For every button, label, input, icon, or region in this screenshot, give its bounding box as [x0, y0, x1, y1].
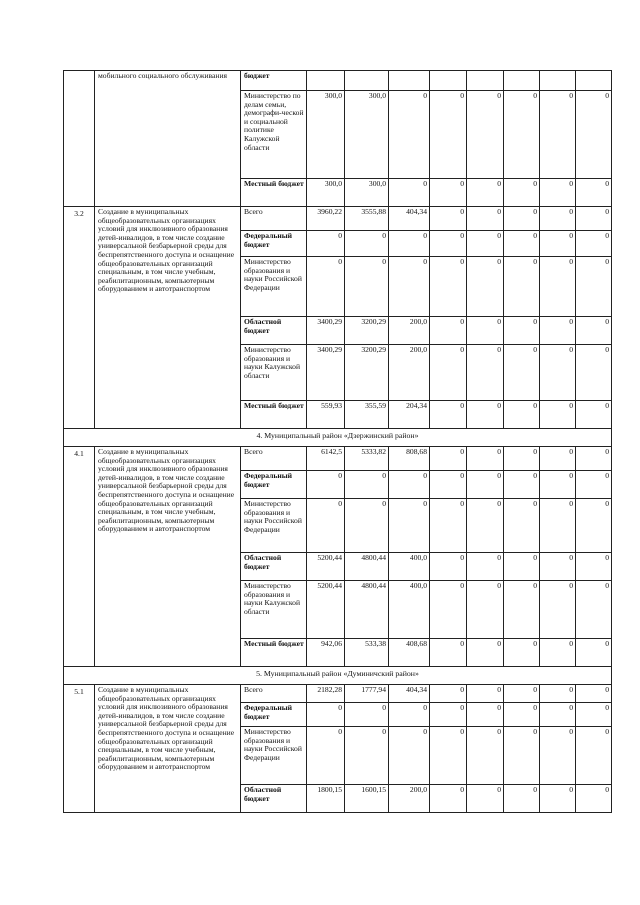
value-cell — [345, 71, 389, 91]
value-cell: 300,0 — [345, 179, 389, 207]
value-cell: 0 — [389, 231, 430, 257]
value-cell: 0 — [576, 207, 612, 231]
value-cell: 0 — [430, 499, 467, 553]
value-cell: 355,59 — [345, 401, 389, 429]
value-cell: 0 — [467, 179, 504, 207]
value-cell: 0 — [576, 231, 612, 257]
value-cell: 0 — [430, 581, 467, 639]
value-cell: 0 — [504, 91, 540, 179]
measure-name-cell: Создание в муниципальных общеобразовательных организациях условий для инклюзивного образования детей-инвалидов, в том числе создание универсальной безбарьерной среды для беспрепятственного доступа и оснащение общеобразовательных организаций специальным, в том числе учебным, реабилитационным, компьютерным оборудованием и автотранспортом — [95, 685, 241, 813]
value-cell: 0 — [467, 685, 504, 703]
value-cell: 0 — [467, 345, 504, 401]
value-cell: 0 — [540, 231, 576, 257]
value-cell: 404,34 — [389, 685, 430, 703]
value-cell: 0 — [467, 257, 504, 317]
value-cell: 0 — [389, 499, 430, 553]
source-cell: Федеральный бюджет — [241, 703, 307, 727]
value-cell: 0 — [540, 317, 576, 345]
value-cell: 1777,94 — [345, 685, 389, 703]
value-cell: 0 — [504, 499, 540, 553]
value-cell: 0 — [430, 685, 467, 703]
value-cell: 0 — [307, 257, 345, 317]
value-cell: 0 — [540, 179, 576, 207]
value-cell: 3200,29 — [345, 345, 389, 401]
value-cell: 0 — [576, 91, 612, 179]
value-cell: 0 — [430, 401, 467, 429]
source-cell: Министерство образования и науки Российской Федерации — [241, 257, 307, 317]
value-cell: 3200,29 — [345, 317, 389, 345]
value-cell: 404,34 — [389, 207, 430, 231]
index-cell: 3.2 — [64, 207, 95, 429]
value-cell: 0 — [467, 471, 504, 499]
source-cell: Всего — [241, 685, 307, 703]
value-cell: 0 — [576, 401, 612, 429]
value-cell: 3555,88 — [345, 207, 389, 231]
value-cell: 300,0 — [307, 179, 345, 207]
value-cell: 5200,44 — [307, 553, 345, 581]
value-cell: 0 — [389, 91, 430, 179]
value-cell: 0 — [576, 345, 612, 401]
value-cell: 400,0 — [389, 581, 430, 639]
value-cell: 0 — [430, 785, 467, 813]
value-cell: 200,0 — [389, 785, 430, 813]
value-cell: 0 — [504, 639, 540, 667]
value-cell: 0 — [504, 727, 540, 785]
value-cell: 0 — [576, 727, 612, 785]
value-cell: 0 — [430, 447, 467, 471]
value-cell: 0 — [389, 703, 430, 727]
section-row — [64, 429, 612, 447]
value-cell: 0 — [540, 703, 576, 727]
source-cell: Министерство образования и науки Калужской области — [241, 581, 307, 639]
value-cell — [576, 71, 612, 91]
value-cell: 0 — [540, 471, 576, 499]
value-cell: 3400,29 — [307, 317, 345, 345]
source-cell: Министерство образования и науки Российской Федерации — [241, 727, 307, 785]
value-cell: 0 — [504, 553, 540, 581]
value-cell: 0 — [430, 231, 467, 257]
value-cell: 0 — [576, 257, 612, 317]
value-cell: 300,0 — [307, 91, 345, 179]
value-cell: 559,93 — [307, 401, 345, 429]
section-title: 4. Муниципальный район «Дзержинский район» — [64, 429, 612, 447]
value-cell: 0 — [504, 231, 540, 257]
source-cell: Федеральный бюджет — [241, 471, 307, 499]
table-row — [64, 685, 612, 703]
value-cell: 0 — [504, 471, 540, 499]
index-cell — [64, 71, 95, 207]
value-cell: 0 — [430, 179, 467, 207]
measure-name-cell: Создание в муниципальных общеобразовательных организациях условий для инклюзивного образования детей-инвалидов, в том числе создание универсальной безбарьерной среды для беспрепятственного доступа и оснащение общеобразовательных организаций специальным, в том числе учебным, реабилитационным, компьютерным оборудованием и автотранспортом — [95, 207, 241, 429]
value-cell: 0 — [345, 727, 389, 785]
value-cell: 0 — [540, 345, 576, 401]
value-cell: 0 — [540, 447, 576, 471]
value-cell — [307, 71, 345, 91]
value-cell: 0 — [467, 91, 504, 179]
value-cell: 408,68 — [389, 639, 430, 667]
value-cell: 0 — [307, 471, 345, 499]
value-cell: 200,0 — [389, 317, 430, 345]
source-cell: Местный бюджет — [241, 639, 307, 667]
value-cell: 0 — [504, 447, 540, 471]
value-cell — [467, 71, 504, 91]
section-title: 5. Муниципальный район «Думиничский район» — [64, 667, 612, 685]
index-cell: 4.1 — [64, 447, 95, 667]
value-cell: 0 — [430, 317, 467, 345]
value-cell: 0 — [430, 257, 467, 317]
value-cell: 0 — [430, 207, 467, 231]
table-row — [64, 207, 612, 231]
value-cell: 0 — [504, 581, 540, 639]
value-cell: 0 — [576, 685, 612, 703]
value-cell: 0 — [540, 499, 576, 553]
value-cell: 0 — [307, 703, 345, 727]
value-cell — [389, 71, 430, 91]
value-cell — [504, 71, 540, 91]
source-cell: Министерство образования и науки Российской Федерации — [241, 499, 307, 553]
value-cell: 0 — [504, 345, 540, 401]
value-cell: 0 — [467, 639, 504, 667]
value-cell: 0 — [576, 785, 612, 813]
value-cell: 0 — [576, 317, 612, 345]
value-cell: 0 — [540, 639, 576, 667]
value-cell: 0 — [467, 317, 504, 345]
value-cell: 3960,22 — [307, 207, 345, 231]
value-cell: 0 — [540, 207, 576, 231]
value-cell: 3400,29 — [307, 345, 345, 401]
source-cell: Местный бюджет — [241, 401, 307, 429]
value-cell — [430, 71, 467, 91]
value-cell: 942,06 — [307, 639, 345, 667]
value-cell: 0 — [430, 345, 467, 401]
source-cell: Всего — [241, 447, 307, 471]
value-cell: 0 — [504, 685, 540, 703]
value-cell: 0 — [345, 499, 389, 553]
value-cell: 5333,82 — [345, 447, 389, 471]
value-cell: 0 — [467, 553, 504, 581]
table-row — [64, 447, 612, 471]
value-cell: 0 — [307, 231, 345, 257]
value-cell: 0 — [467, 207, 504, 231]
value-cell: 0 — [467, 581, 504, 639]
value-cell: 0 — [389, 471, 430, 499]
value-cell: 0 — [430, 703, 467, 727]
value-cell: 4800,44 — [345, 581, 389, 639]
section-row — [64, 667, 612, 685]
value-cell: 400,0 — [389, 553, 430, 581]
value-cell: 0 — [576, 581, 612, 639]
value-cell: 1600,15 — [345, 785, 389, 813]
value-cell: 0 — [504, 207, 540, 231]
value-cell: 0 — [540, 401, 576, 429]
value-cell: 0 — [504, 401, 540, 429]
source-cell: Федеральный бюджет — [241, 231, 307, 257]
value-cell: 0 — [430, 727, 467, 785]
value-cell: 0 — [467, 499, 504, 553]
value-cell: 808,68 — [389, 447, 430, 471]
value-cell: 0 — [467, 447, 504, 471]
value-cell: 0 — [540, 257, 576, 317]
value-cell: 0 — [430, 471, 467, 499]
source-cell: Министерство образования и науки Калужской области — [241, 345, 307, 401]
value-cell: 0 — [540, 581, 576, 639]
value-cell: 0 — [467, 703, 504, 727]
measure-name-cell: мобильного социального обслуживания — [95, 71, 241, 207]
value-cell: 0 — [467, 727, 504, 785]
source-cell: Местный бюджет — [241, 179, 307, 207]
value-cell: 0 — [345, 471, 389, 499]
value-cell: 0 — [345, 231, 389, 257]
value-cell — [540, 71, 576, 91]
value-cell: 0 — [389, 179, 430, 207]
value-cell: 0 — [576, 639, 612, 667]
value-cell: 0 — [540, 553, 576, 581]
value-cell: 4800,44 — [345, 553, 389, 581]
value-cell: 0 — [576, 471, 612, 499]
value-cell: 0 — [576, 499, 612, 553]
table-body — [64, 71, 612, 813]
value-cell: 0 — [576, 703, 612, 727]
value-cell: 0 — [504, 317, 540, 345]
value-cell: 0 — [540, 685, 576, 703]
index-cell: 5.1 — [64, 685, 95, 813]
value-cell: 6142,5 — [307, 447, 345, 471]
value-cell: 0 — [504, 179, 540, 207]
value-cell: 0 — [504, 785, 540, 813]
value-cell: 0 — [504, 703, 540, 727]
value-cell: 0 — [430, 639, 467, 667]
value-cell: 533,38 — [345, 639, 389, 667]
value-cell: 0 — [430, 91, 467, 179]
value-cell: 2182,28 — [307, 685, 345, 703]
value-cell: 204,34 — [389, 401, 430, 429]
value-cell: 0 — [307, 727, 345, 785]
value-cell: 0 — [389, 727, 430, 785]
value-cell: 0 — [345, 257, 389, 317]
value-cell: 0 — [467, 231, 504, 257]
value-cell: 0 — [430, 553, 467, 581]
budget-table — [63, 70, 612, 813]
value-cell: 0 — [576, 447, 612, 471]
value-cell: 1800,15 — [307, 785, 345, 813]
value-cell: 0 — [504, 257, 540, 317]
source-cell: Министерство по делам семьи, демографи-ческой и социальной политике Калужской области — [241, 91, 307, 179]
value-cell: 0 — [576, 553, 612, 581]
value-cell: 5200,44 — [307, 581, 345, 639]
source-cell: бюджет — [241, 71, 307, 91]
value-cell: 0 — [576, 179, 612, 207]
source-cell: Областной бюджет — [241, 317, 307, 345]
value-cell: 0 — [540, 785, 576, 813]
value-cell: 0 — [540, 727, 576, 785]
value-cell: 0 — [345, 703, 389, 727]
value-cell: 0 — [540, 91, 576, 179]
measure-name-cell: Создание в муниципальных общеобразовательных организациях условий для инклюзивного образования детей-инвалидов, в том числе создание универсальной безбарьерной среды для беспрепятственного доступа и оснащение общеобразовательных организаций специальным, в том числе учебным, реабилитационным, компьютерным оборудованием и автотранспортом — [95, 447, 241, 667]
value-cell: 300,0 — [345, 91, 389, 179]
source-cell: Областной бюджет — [241, 785, 307, 813]
source-cell: Всего — [241, 207, 307, 231]
table-row — [64, 71, 612, 91]
source-cell: Областной бюджет — [241, 553, 307, 581]
value-cell: 0 — [307, 499, 345, 553]
value-cell: 0 — [467, 785, 504, 813]
value-cell: 0 — [467, 401, 504, 429]
value-cell: 0 — [389, 257, 430, 317]
value-cell: 200,0 — [389, 345, 430, 401]
